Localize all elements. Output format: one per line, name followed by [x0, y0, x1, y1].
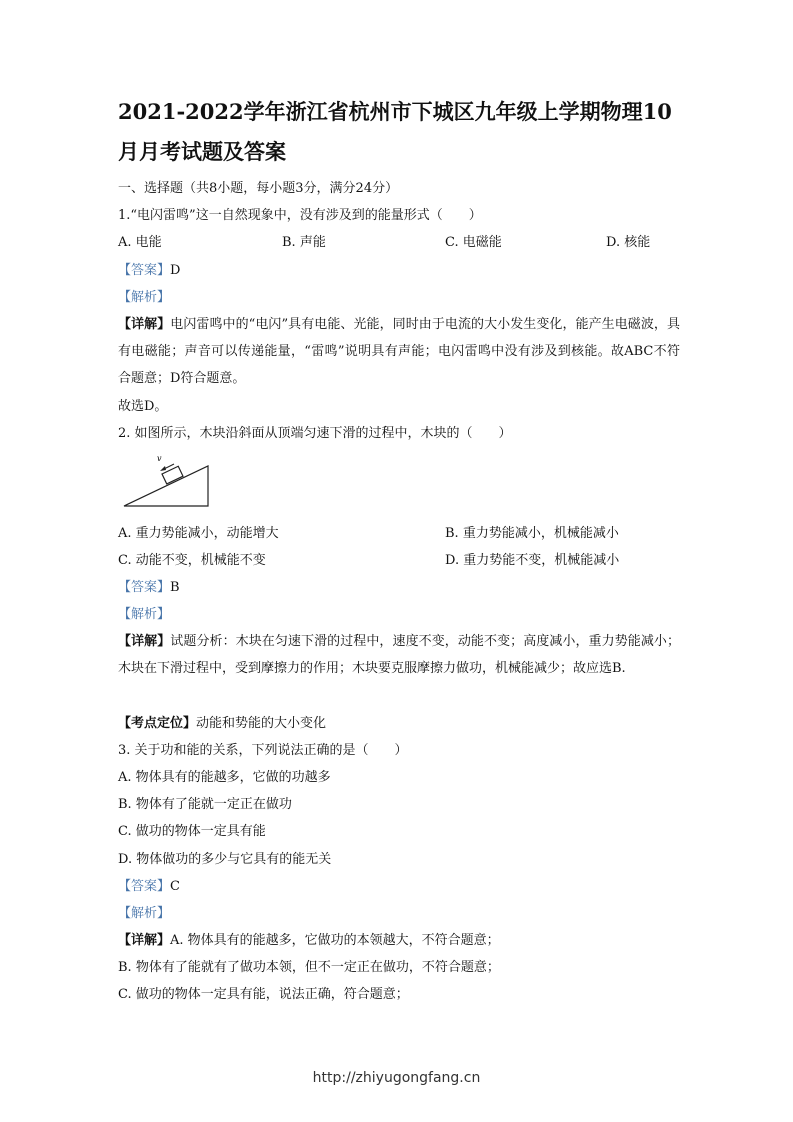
q2-kaodian	[118, 715, 326, 733]
q1-answer-tag: 【答案】	[118, 263, 171, 278]
document-title-line-2: 月月考试题及答案	[118, 139, 286, 164]
document-title-line-1: 2021-2022学年浙江省杭州市下城区九年级上学期物理10	[118, 99, 672, 124]
q3-answer-value: C	[170, 879, 180, 894]
q2-answer-tag: 【答案】	[118, 580, 171, 595]
q3-analysis-tag: 【解析】	[118, 906, 171, 921]
q2-kaodian-text: 动能和势能的大小变化	[196, 716, 327, 731]
q3-option-a: A. 物体具有的能越多，它做的功越多	[118, 770, 331, 785]
q1-option-c: C. 电磁能	[445, 235, 502, 250]
q3-detail-tag: 【详解】	[118, 933, 171, 948]
q2-option-c: C. 动能不变，机械能不变	[118, 553, 266, 568]
footer-url[interactable]: http://zhiyugongfang.cn	[312, 1070, 481, 1086]
q2-stem: 2. 如图所示，木块沿斜面从顶端匀速下滑的过程中，木块的（ ）	[118, 426, 512, 441]
q2-answer-value: B	[170, 580, 180, 595]
q3-stem: 3. 关于功和能的关系，下列说法正确的是（ ）	[118, 743, 408, 758]
q2-detail-tag: 【详解】	[118, 634, 171, 649]
q3-option-c: C. 做功的物体一定具有能	[118, 824, 266, 839]
q3-detail-c: C. 做功的物体一定具有能，说法正确，符合题意；	[118, 987, 409, 1002]
q3-answer	[118, 878, 180, 896]
q1-analysis-tag: 【解析】	[118, 290, 171, 305]
section-header: 一、选择题（共8小题，每小题3分，满分24分）	[118, 181, 399, 196]
q2-option-d: D. 重力势能不变，机械能减小	[445, 553, 620, 568]
q3-detail-a	[118, 932, 500, 950]
q1-answer-value: D	[170, 263, 181, 278]
q1-detail-text: 电闪雷鸣中的“电闪”具有电能、光能，同时由于电流的大小发生变化，能产生电磁波，具有电磁能；声音可以传递能量，“雷鸣”说明具有声能；电闪雷鸣中没有涉及到核能。故ABC不符合题意；D符合题意。	[118, 317, 680, 386]
q2-option-b: B. 重力势能减小，机械能减小	[445, 526, 619, 541]
q1-detail-tag: 【详解】	[118, 317, 171, 332]
q2-kaodian-tag: 【考点定位】	[118, 716, 197, 731]
q3-option-d: D. 物体做功的多少与它具有的能无关	[118, 852, 332, 867]
q3-answer-tag: 【答案】	[118, 879, 171, 894]
q1-option-b: B. 声能	[282, 235, 326, 250]
q2-answer	[118, 579, 180, 597]
q3-detail-b: B. 物体有了能就有了做功本领，但不一定正在做功，不符合题意；	[118, 960, 500, 975]
q1-option-d: D. 核能	[606, 235, 651, 250]
q2-detail	[118, 628, 680, 682]
q1-conclusion: 故选D。	[118, 399, 168, 414]
q2-detail-text: 试题分析：木块在匀速下滑的过程中，速度不变，动能不变；高度减小，重力势能减小；木块在下滑过程中，受到摩擦力的作用；木块要克服摩擦力做功，机械能减少；故应选B.	[118, 634, 680, 676]
velocity-arrowhead-icon	[160, 466, 166, 471]
q1-stem: 1.“电闪雷鸣”这一自然现象中，没有涉及到的能量形式（ ）	[118, 208, 482, 223]
q3-option-b: B. 物体有了能就一定正在做功	[118, 797, 292, 812]
incline-figure	[122, 452, 214, 510]
q2-analysis-tag: 【解析】	[118, 607, 171, 622]
q1-option-a: A. 电能	[118, 235, 162, 250]
q2-option-a: A. 重力势能减小，动能增大	[118, 526, 279, 541]
q1-detail	[118, 311, 680, 392]
q1-answer	[118, 262, 180, 280]
velocity-label: v	[157, 454, 162, 463]
q3-detail-a-text: A. 物体具有的能越多，它做功的本领越大，不符合题意；	[170, 933, 500, 948]
